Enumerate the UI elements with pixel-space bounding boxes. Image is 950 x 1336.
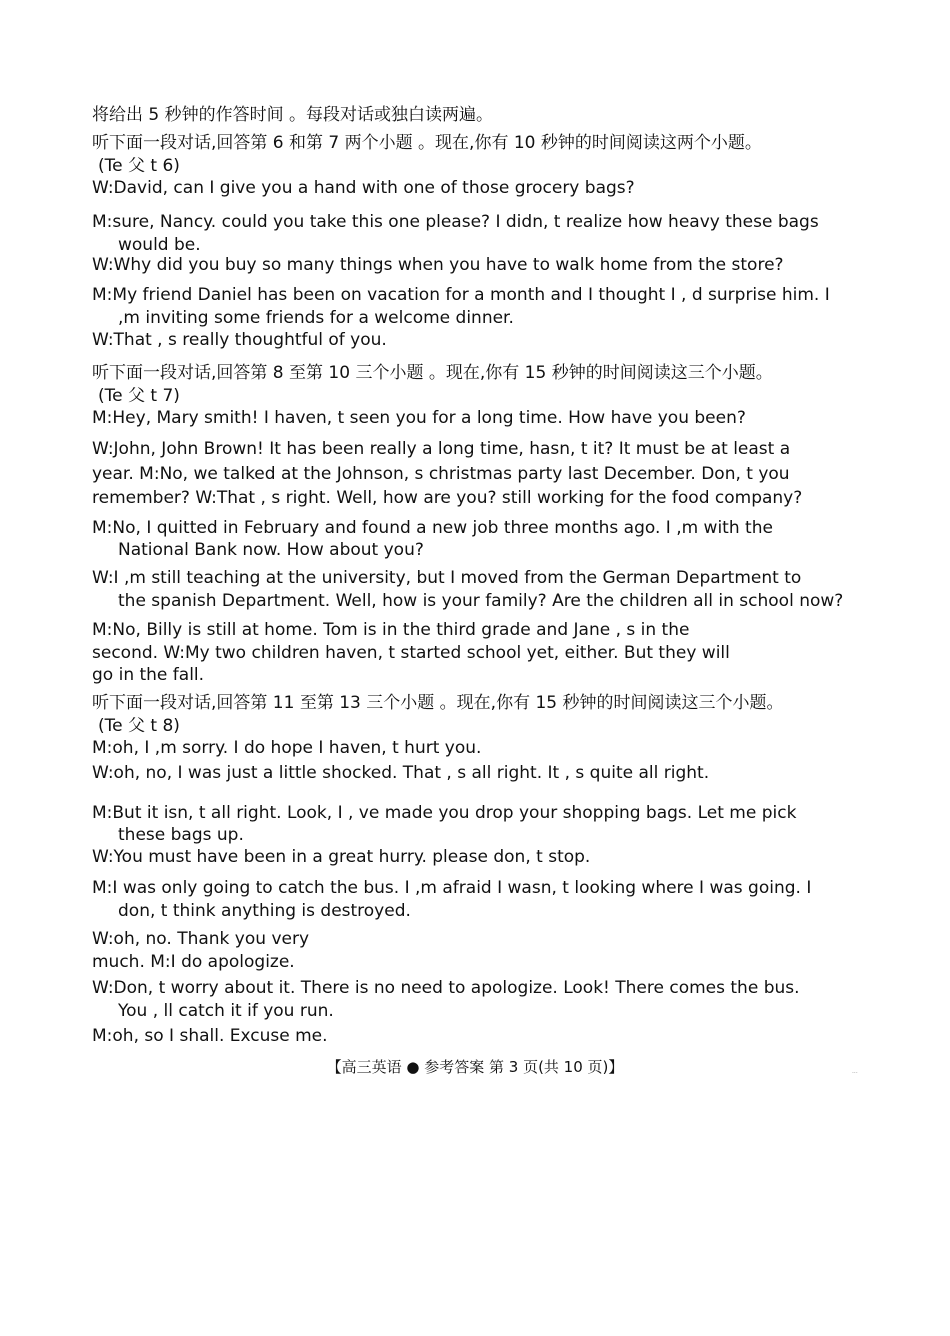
dialogue-line: second. W:My two children haven, t started school yet, either. But they will <box>92 643 730 663</box>
dialogue-line: W:Why did you buy so many things when you have to walk home from the store? <box>92 255 784 275</box>
text-label: (Te 父 t 8) <box>98 716 180 736</box>
dialogue-line: M:Hey, Mary smith! I haven, t seen you for a long time. How have you been? <box>92 408 746 428</box>
corner-mark: ... <box>852 1068 858 1075</box>
section-heading-text6: 听下面一段对话,回答第 6 和第 7 两个小题 。现在,你有 10 秒钟的时间阅读这两个小题。 <box>92 133 762 153</box>
dialogue-line: W:John, John Brown! It has been really a long time, hasn, t it? It must be at least a <box>92 439 791 459</box>
text-label: (Te 父 t 7) <box>98 386 180 406</box>
dialogue-line: would be. <box>118 235 201 255</box>
dialogue-line: W:Don, t worry about it. There is no need to apologize. Look! There comes the bus. <box>92 978 800 998</box>
dialogue-line: don, t think anything is destroyed. <box>118 901 411 921</box>
dialogue-line: M:No, I quitted in February and found a new job three months ago. I ,m with the <box>92 518 773 538</box>
dialogue-line: W:That , s really thoughtful of you. <box>92 330 387 350</box>
dialogue-line: M:I was only going to catch the bus. I ,m afraid I wasn, t looking where I was going. I <box>92 878 812 898</box>
dialogue-line: remember? W:That , s right. Well, how are you? still working for the food company? <box>92 488 803 508</box>
dialogue-line: the spanish Department. Well, how is your family? Are the children all in school now? <box>118 591 844 611</box>
dialogue-line: these bags up. <box>118 825 244 845</box>
dialogue-line: go in the fall. <box>92 665 205 685</box>
dialogue-line: ,m inviting some friends for a welcome dinner. <box>118 308 514 328</box>
text-label: (Te 父 t 6) <box>98 156 180 176</box>
section-heading-text7: 听下面一段对话,回答第 8 至第 10 三个小题 。现在,你有 15 秒钟的时间阅读这三个小题。 <box>92 363 773 383</box>
dialogue-line: M:No, Billy is still at home. Tom is in the third grade and Jane , s in the <box>92 620 690 640</box>
dialogue-line: W:You must have been in a great hurry. please don, t stop. <box>92 847 591 867</box>
dialogue-line: W:oh, no. Thank you very <box>92 929 310 949</box>
dialogue-line: National Bank now. How about you? <box>118 540 424 560</box>
dialogue-line: year. M:No, we talked at the Johnson, s christmas party last December. Don, t you <box>92 464 790 484</box>
dialogue-line: W:I ,m still teaching at the university, but I moved from the German Department to <box>92 568 802 588</box>
dialogue-line: M:My friend Daniel has been on vacation for a month and I thought I , d surprise him. I <box>92 285 830 305</box>
dialogue-line: M:oh, I ,m sorry. I do hope I haven, t hurt you. <box>92 738 482 758</box>
dialogue-line: W:David, can I give you a hand with one of those grocery bags? <box>92 178 635 198</box>
section-heading-text8: 听下面一段对话,回答第 11 至第 13 三个小题 。现在,你有 15 秒钟的时间阅读这三个小题。 <box>92 693 784 713</box>
dialogue-line: W:oh, no, I was just a little shocked. That , s all right. It , s quite all right. <box>92 763 710 783</box>
dialogue-line: M:oh, so I shall. Excuse me. <box>92 1026 328 1046</box>
dialogue-line: M:sure, Nancy. could you take this one please? I didn, t realize how heavy these bags <box>92 212 819 232</box>
instruction-line: 将给出 5 秒钟的作答时间 。每段对话或独白读两遍。 <box>92 105 494 125</box>
dialogue-line: much. M:I do apologize. <box>92 952 295 972</box>
page-footer: 【高三英语 ● 参考答案 第 3 页(共 10 页)】 <box>326 1058 624 1076</box>
dialogue-line: M:But it isn, t all right. Look, I , ve made you drop your shopping bags. Let me pick <box>92 803 797 823</box>
dialogue-line: You , ll catch it if you run. <box>118 1001 334 1021</box>
